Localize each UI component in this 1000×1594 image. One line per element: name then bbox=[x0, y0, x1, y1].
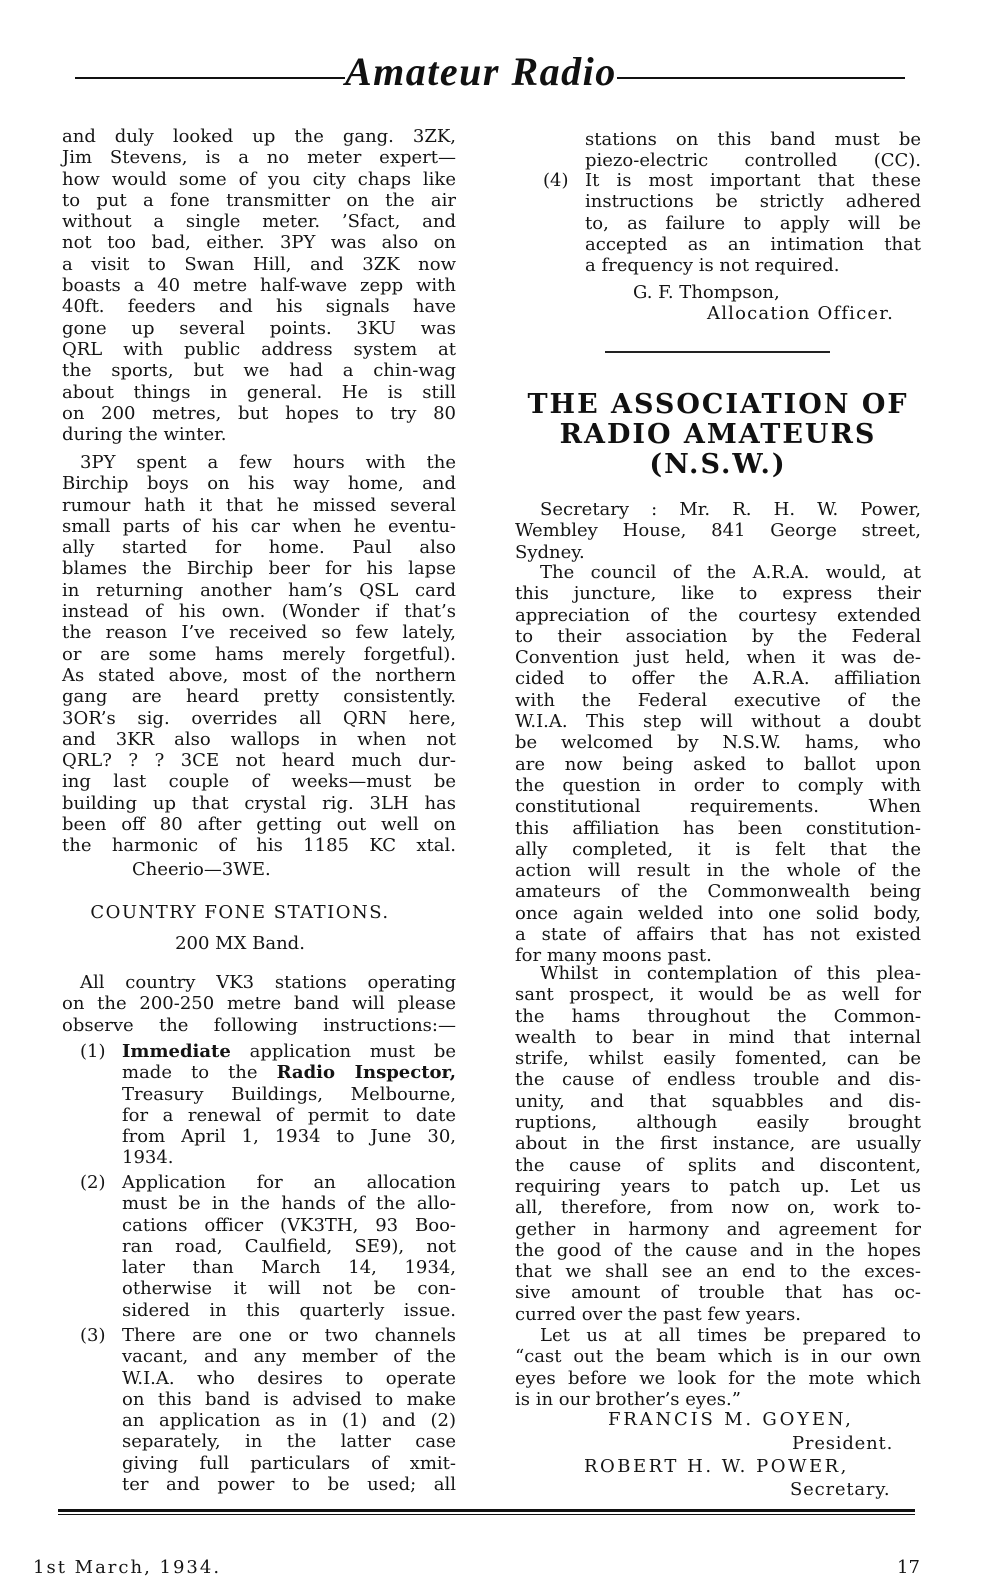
text-line: ran road, Caulfield, SE9), not bbox=[122, 1235, 456, 1257]
item-number: (2) bbox=[80, 1172, 106, 1193]
birchip-paragraph bbox=[62, 452, 456, 857]
instructions-intro bbox=[62, 972, 456, 1036]
text-line: “cast out the beam which is in our own bbox=[515, 1346, 921, 1368]
text-line: As stated above, most of the northern bbox=[62, 664, 456, 686]
text-line: during the winter. bbox=[62, 424, 227, 446]
section-subheading: 200 MX Band. bbox=[175, 933, 305, 954]
text-line: QRL? ? ? 3CE not heard much dur- bbox=[62, 750, 456, 772]
text-line: be welcomed by N.S.W. hams, who bbox=[515, 732, 921, 754]
text-line: the reason I’ve received so few lately, bbox=[62, 622, 456, 644]
text-line: Wembley House, 841 George street, bbox=[515, 520, 921, 542]
text-line: a state of affairs that has not existed bbox=[515, 924, 921, 946]
text-line: gone up several points. 3KU was bbox=[62, 317, 456, 339]
instruction-item-1 bbox=[62, 1041, 456, 1169]
text-line: unity, and that squabbles and dis- bbox=[515, 1090, 921, 1112]
text-line: W.I.A. who desires to operate bbox=[122, 1367, 456, 1389]
text-line: ally completed, it is felt that the bbox=[515, 838, 921, 860]
masthead bbox=[75, 49, 905, 96]
text-line: this affiliation has been constitution- bbox=[515, 817, 921, 839]
text-line: the cause of splits and discontent, bbox=[515, 1154, 921, 1176]
text-line: appreciation of the courtesy extended bbox=[515, 604, 921, 626]
text-line: Jim Stevens, is a no meter expert— bbox=[62, 147, 456, 169]
item-text bbox=[122, 1041, 456, 1169]
text-line: observe the following instructions:— bbox=[62, 1014, 456, 1036]
text-line: wealth to bear in mind that internal bbox=[515, 1026, 921, 1048]
section-divider bbox=[605, 351, 830, 353]
text-line: It is most important that these bbox=[585, 170, 921, 191]
item-number: (3) bbox=[80, 1325, 106, 1346]
text-line: that we shall see an end to the exces- bbox=[515, 1261, 921, 1283]
item-number: (4) bbox=[543, 170, 569, 191]
text-line: 40ft. feeders and his signals have bbox=[62, 296, 456, 318]
text-line: the hams throughout the Common- bbox=[515, 1005, 921, 1027]
heading-line: RADIO AMATEURS bbox=[559, 419, 877, 450]
footer-rule bbox=[58, 1509, 915, 1515]
text-line bbox=[122, 1041, 456, 1062]
signatory-title: Allocation Officer. bbox=[707, 303, 895, 324]
text-line: Application for an allocation bbox=[122, 1172, 456, 1193]
text-line: for many moons past. bbox=[515, 945, 712, 967]
text-line: Let us at all times be prepared to bbox=[540, 1325, 921, 1346]
text-line: vacant, and any member of the bbox=[122, 1346, 456, 1368]
masthead-rule-right bbox=[617, 77, 905, 79]
text-line: or are some hams merely forgetful). bbox=[62, 643, 456, 665]
text-line: ter and power to be used; all bbox=[122, 1474, 456, 1496]
text-line: cations officer (VK3TH, 93 Boo- bbox=[122, 1214, 456, 1236]
closing-paragraph bbox=[515, 1325, 921, 1410]
president-title: President. bbox=[792, 1433, 894, 1454]
column-continuation-paragraph bbox=[62, 126, 456, 445]
text-line: how would some of you city chaps like bbox=[62, 168, 456, 190]
secretary-address bbox=[515, 499, 921, 563]
item-text bbox=[122, 1172, 456, 1321]
text-line: this juncture, like to express their bbox=[515, 583, 921, 605]
heading-line: (N.S.W.) bbox=[649, 449, 787, 480]
text-line: on the 200-250 metre band will please bbox=[62, 993, 456, 1015]
text-line: cided to offer the A.R.A. affiliation bbox=[515, 668, 921, 690]
text-line: the sports, but we had a chin-wag bbox=[62, 360, 456, 382]
text-line: There are one or two channels bbox=[122, 1325, 456, 1346]
text-line: to their association by the Federal bbox=[515, 625, 921, 647]
text-line: Birchip boys on his way home, and bbox=[62, 473, 456, 495]
bold-text-run: Radio Inspector, bbox=[276, 1062, 456, 1084]
text-line: All country VK3 stations operating bbox=[80, 972, 456, 993]
text-line: sidered in this quarterly issue. bbox=[122, 1299, 456, 1321]
president-name: FRANCIS M. GOYEN, bbox=[608, 1409, 854, 1430]
text-line: requiring years to patch up. Let us bbox=[515, 1175, 921, 1197]
text-line: boasts a 40 metre half-wave zepp with bbox=[62, 275, 456, 297]
text-line: sive amount of trouble that has oc- bbox=[515, 1282, 921, 1304]
text-line: 1934. bbox=[122, 1147, 174, 1169]
text-line: action will result in the whole of the bbox=[515, 860, 921, 882]
text-line: gang are heard pretty consistently. bbox=[62, 686, 456, 708]
text-line: is in our brother’s eyes.” bbox=[515, 1388, 741, 1410]
text-line: sant prospect, it would be as well for bbox=[515, 984, 921, 1006]
text-line: with the Federal executive of the bbox=[515, 689, 921, 711]
text-line: curred over the past few years. bbox=[515, 1303, 801, 1325]
text-line: about things in general. He is still bbox=[62, 381, 456, 403]
text-line: an application as in (1) and (2) bbox=[122, 1410, 456, 1432]
signatory-name: G. F. Thompson, bbox=[633, 282, 780, 303]
text-line: 3OR’s sig. overrides all QRN here, bbox=[62, 707, 456, 729]
text-line: without a single meter. ’Sfact, and bbox=[62, 211, 456, 233]
text-line: the good of the cause and in the hopes bbox=[515, 1239, 921, 1261]
issue-date: 1st March, 1934. bbox=[33, 1557, 222, 1578]
text-line: a frequency is not required. bbox=[585, 255, 840, 277]
masthead-rule-left bbox=[75, 77, 345, 79]
text-line: on this band is advised to make bbox=[122, 1388, 456, 1410]
instruction-item-2 bbox=[62, 1172, 456, 1321]
text-line: rumour hath it that he missed several bbox=[62, 494, 456, 516]
instruction-item-3-continued bbox=[515, 129, 921, 172]
text-line: once again welded into one solid body, bbox=[515, 902, 921, 924]
text-line: stations on this band must be bbox=[585, 129, 921, 150]
article-heading bbox=[515, 390, 921, 480]
text-line: blames the Birchip beer for his lapse bbox=[62, 558, 456, 580]
text-line: about in the first instance, are usually bbox=[515, 1133, 921, 1155]
text-run: made to the bbox=[122, 1062, 277, 1084]
secretary-name: ROBERT H. W. POWER, bbox=[584, 1456, 849, 1477]
text-line: not too bad, either. 3PY was also on bbox=[62, 232, 456, 254]
text-line: W.I.A. This step will without a doubt bbox=[515, 711, 921, 733]
text-line: Convention just held, when it was de- bbox=[515, 647, 921, 669]
item-text bbox=[585, 170, 921, 276]
column-signoff: Cheerio—3WE. bbox=[132, 859, 271, 880]
text-line: the cause of endless trouble and dis- bbox=[515, 1069, 921, 1091]
text-line: must be in the hands of the allo- bbox=[122, 1193, 456, 1215]
text-line: and 3KR also wallops in when not bbox=[62, 728, 456, 750]
text-line: for a renewal of permit to date bbox=[122, 1104, 456, 1126]
text-line: gether in harmony and agreement for bbox=[515, 1218, 921, 1240]
text-line: constitutional requirements. When bbox=[515, 796, 921, 818]
text-line: to put a fone transmitter on the air bbox=[62, 189, 456, 211]
text-line: all, therefore, from now on, work to- bbox=[515, 1197, 921, 1219]
text-line: in returning another ham’s QSL card bbox=[62, 579, 456, 601]
text-line: ally started for home. Paul also bbox=[62, 537, 456, 559]
text-line: otherwise it will not be con- bbox=[122, 1278, 456, 1300]
item-number: (1) bbox=[80, 1041, 106, 1062]
text-line: a visit to Swan Hill, and 3ZK now bbox=[62, 253, 456, 275]
text-line: to, as failure to apply will be bbox=[585, 212, 921, 234]
item-text bbox=[585, 129, 921, 172]
text-line: Secretary : Mr. R. H. W. Power, bbox=[540, 499, 921, 520]
instruction-item-3 bbox=[62, 1325, 456, 1495]
text-run: application must be bbox=[230, 1041, 456, 1062]
text-line: piezo-electric controlled (CC). bbox=[585, 150, 921, 172]
text-line: and duly looked up the gang. 3ZK, bbox=[62, 126, 456, 147]
text-line: building up that crystal rig. 3LH has bbox=[62, 792, 456, 814]
text-line: later than March 14, 1934, bbox=[122, 1257, 456, 1279]
heading-line: THE ASSOCIATION OF bbox=[527, 389, 909, 420]
secretary-title: Secretary. bbox=[790, 1479, 891, 1500]
text-line: from April 1, 1934 to June 30, bbox=[122, 1126, 456, 1148]
text-line: Treasury Buildings, Melbourne, bbox=[122, 1083, 456, 1105]
text-line: on 200 metres, but hopes to try 80 bbox=[62, 402, 456, 424]
bold-text-run: Immediate bbox=[122, 1041, 231, 1062]
text-line: the harmonic of his 1185 KC xtal. bbox=[62, 835, 456, 857]
text-line: QRL with public address system at bbox=[62, 338, 456, 360]
text-line: are now being asked to ballot upon bbox=[515, 753, 921, 775]
text-line: separately, in the latter case bbox=[122, 1431, 456, 1453]
text-line: strife, whilst easily fomented, can be bbox=[515, 1048, 921, 1070]
text-line: accepted as an intimation that bbox=[585, 233, 921, 255]
text-line: instructions be strictly adhered bbox=[585, 191, 921, 213]
text-line: ruptions, although easily brought bbox=[515, 1112, 921, 1134]
text-line bbox=[122, 1062, 456, 1083]
council-paragraph bbox=[515, 562, 921, 967]
section-heading: COUNTRY FONE STATIONS. bbox=[90, 902, 390, 923]
text-line: the question in order to comply with bbox=[515, 774, 921, 796]
text-line: been off 80 after getting out well on bbox=[62, 814, 456, 836]
text-line: Whilst in contemplation of this plea- bbox=[540, 963, 921, 984]
masthead-title: Amateur Radio bbox=[345, 49, 617, 94]
text-line: 3PY spent a few hours with the bbox=[80, 452, 456, 473]
text-line: amateurs of the Commonwealth being bbox=[515, 881, 921, 903]
text-line: eyes before we look for the mote which bbox=[515, 1367, 921, 1389]
text-line: ing last couple of weeks—must be bbox=[62, 771, 456, 793]
item-text bbox=[122, 1325, 456, 1495]
text-line: The council of the A.R.A. would, at bbox=[540, 562, 921, 583]
contemplation-paragraph bbox=[515, 963, 921, 1325]
page-number: 17 bbox=[897, 1557, 920, 1578]
text-line: giving full particulars of xmit- bbox=[122, 1452, 456, 1474]
text-line: instead of his own. (Wonder if that’s bbox=[62, 601, 456, 623]
text-line: small parts of his car when he eventu- bbox=[62, 515, 456, 537]
text-line: Sydney. bbox=[515, 541, 585, 563]
instruction-item-4 bbox=[515, 170, 921, 276]
